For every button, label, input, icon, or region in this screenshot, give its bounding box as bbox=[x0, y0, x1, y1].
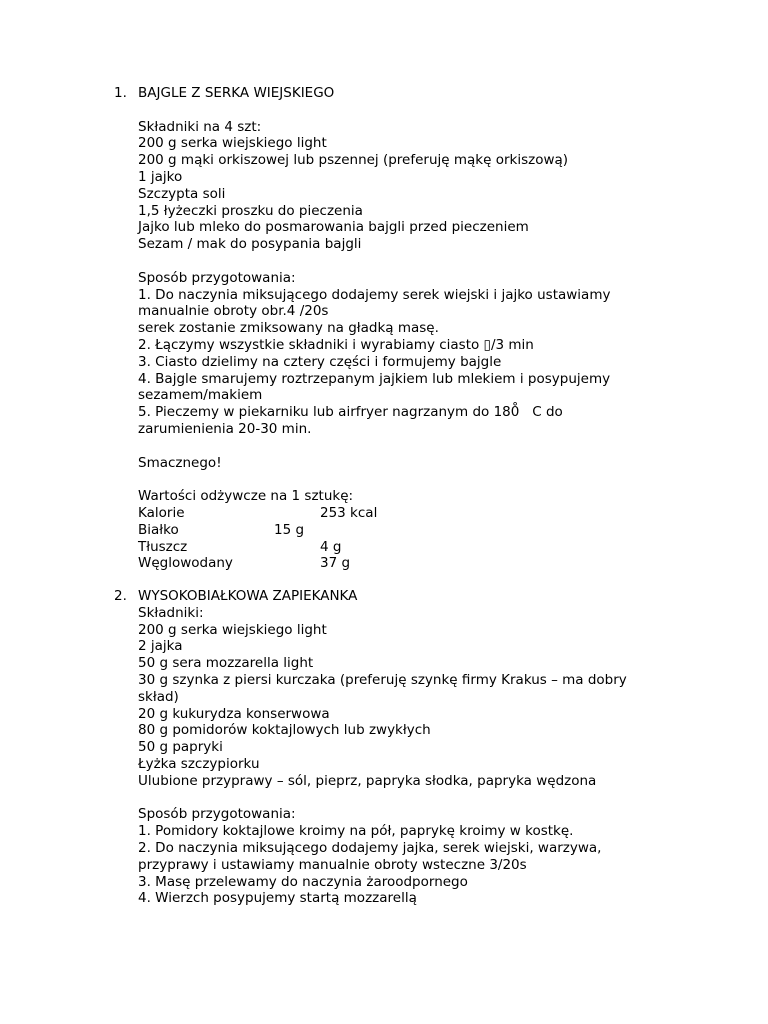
nutrition-name: Kalorie bbox=[138, 504, 185, 521]
recipe-2-body bbox=[138, 605, 674, 907]
nutrition-value: 15 g bbox=[274, 521, 305, 538]
nutrition-value: 4 g bbox=[320, 538, 342, 555]
recipe-1-step: 4. Bajgle smarujemy roztrzepanym jajkiem lub mlekiem i posypujemy bbox=[138, 370, 611, 387]
recipe-2-title: WYSOKOBIAŁKOWA ZAPIEKANKA bbox=[138, 588, 358, 604]
nutrition-row-fat bbox=[138, 539, 674, 556]
recipe-2-ingredient: 20 g kukurydza konserwowa bbox=[138, 705, 330, 722]
recipe-1-method-header: Sposób przygotowania: bbox=[138, 269, 296, 286]
recipe-1-title: BAJGLE Z SERKA WIEJSKIEGO bbox=[138, 85, 335, 101]
recipe-2-step: 4. Wierzch posypujemy startą mozzarellą bbox=[138, 890, 417, 907]
recipe-1-step: 2. Łączymy wszystkie składniki i wyrabiamy ciasto ▯/3 min bbox=[138, 336, 534, 353]
recipe-1-heading bbox=[114, 85, 674, 102]
recipe-2-ingredient: 30 g szynka z piersi kurczaka (preferuję szynkę firmy Krakus – ma dobry bbox=[138, 671, 627, 688]
recipe-1-ingredients-header: Składniki na 4 szt: bbox=[138, 118, 262, 135]
recipe-1-step: 5. Pieczemy w piekarniku lub airfryer nagrzanym do 180̊ C do bbox=[138, 404, 563, 421]
recipe-2-ingredient: 50 g papryki bbox=[138, 739, 223, 756]
nutrition-row-carbs bbox=[138, 555, 674, 572]
recipe-1-number: 1. bbox=[114, 85, 127, 101]
recipe-1 bbox=[114, 85, 674, 572]
nutrition-name: Tłuszcz bbox=[138, 538, 188, 555]
nutrition-row-calories bbox=[138, 505, 674, 522]
recipe-1-closing: Smacznego! bbox=[138, 454, 222, 471]
recipe-2-step: 3. Masę przelewamy do naczynia żaroodpornego bbox=[138, 873, 468, 890]
recipe-2-ingredient: 200 g serka wiejskiego light bbox=[138, 621, 327, 638]
recipe-1-ingredient: 200 g serka wiejskiego light bbox=[138, 135, 327, 152]
recipe-2-ingredients-header: Składniki: bbox=[138, 604, 204, 621]
recipe-1-ingredient: Jajko lub mleko do posmarowania bajgli przed pieczeniem bbox=[138, 219, 529, 236]
recipe-2-method-header: Sposób przygotowania: bbox=[138, 806, 296, 823]
recipe-1-ingredient: Szczypta soli bbox=[138, 185, 226, 202]
recipe-1-step: 1. Do naczynia miksującego dodajemy serek wiejski i jajko ustawiamy bbox=[138, 286, 611, 303]
recipe-1-ingredient: 1,5 łyżeczki proszku do pieczenia bbox=[138, 202, 363, 219]
recipe-2-ingredient: 2 jajka bbox=[138, 638, 183, 655]
nutrition-row-protein bbox=[138, 522, 674, 539]
nutrition-name: Białko bbox=[138, 521, 179, 538]
recipe-2-step: 1. Pomidory koktajlowe kroimy na pół, paprykę kroimy w kostkę. bbox=[138, 823, 574, 840]
recipe-1-ingredient: 200 g mąki orkiszowej lub pszennej (preferuję mąkę orkiszową) bbox=[138, 152, 569, 169]
recipe-2-ingredient: skład) bbox=[138, 688, 179, 705]
recipe-2-ingredient: Łyżka szczypiorku bbox=[138, 755, 260, 772]
recipe-1-body bbox=[138, 102, 674, 572]
recipe-2-ingredient: Ulubione przyprawy – sól, pieprz, papryka słodka, papryka wędzona bbox=[138, 772, 597, 789]
nutrition-value: 253 kcal bbox=[320, 504, 378, 521]
recipe-1-ingredient: Sezam / mak do posypania bajgli bbox=[138, 236, 362, 253]
recipe-1-ingredient: 1 jajko bbox=[138, 168, 183, 185]
nutrition-value: 37 g bbox=[320, 555, 351, 572]
recipe-2-ingredient: 50 g sera mozzarella light bbox=[138, 655, 314, 672]
recipe-1-step: serek zostanie zmiksowany na gładką masę. bbox=[138, 320, 439, 337]
recipe-2-ingredient: 80 g pomidorów koktajlowych lub zwykłych bbox=[138, 722, 431, 739]
recipe-1-step: sezamem/makiem bbox=[138, 387, 263, 404]
recipe-1-step: zarumienienia 20-30 min. bbox=[138, 420, 312, 437]
recipe-2-heading bbox=[114, 588, 674, 605]
recipe-1-step: manualnie obroty obr.4 /20s bbox=[138, 303, 329, 320]
recipe-1-nutrition-header: Wartości odżywcze na 1 sztukę: bbox=[138, 488, 354, 505]
recipe-2-step: 2. Do naczynia miksującego dodajemy jajka, serek wiejski, warzywa, bbox=[138, 839, 602, 856]
recipe-2-step: przyprawy i ustawiamy manualnie obroty wsteczne 3/20s bbox=[138, 856, 527, 873]
recipe-2 bbox=[114, 588, 674, 907]
nutrition-name: Węglowodany bbox=[138, 555, 233, 572]
recipe-1-step: 3. Ciasto dzielimy na cztery części i formujemy bajgle bbox=[138, 353, 502, 370]
recipe-2-number: 2. bbox=[114, 588, 127, 604]
